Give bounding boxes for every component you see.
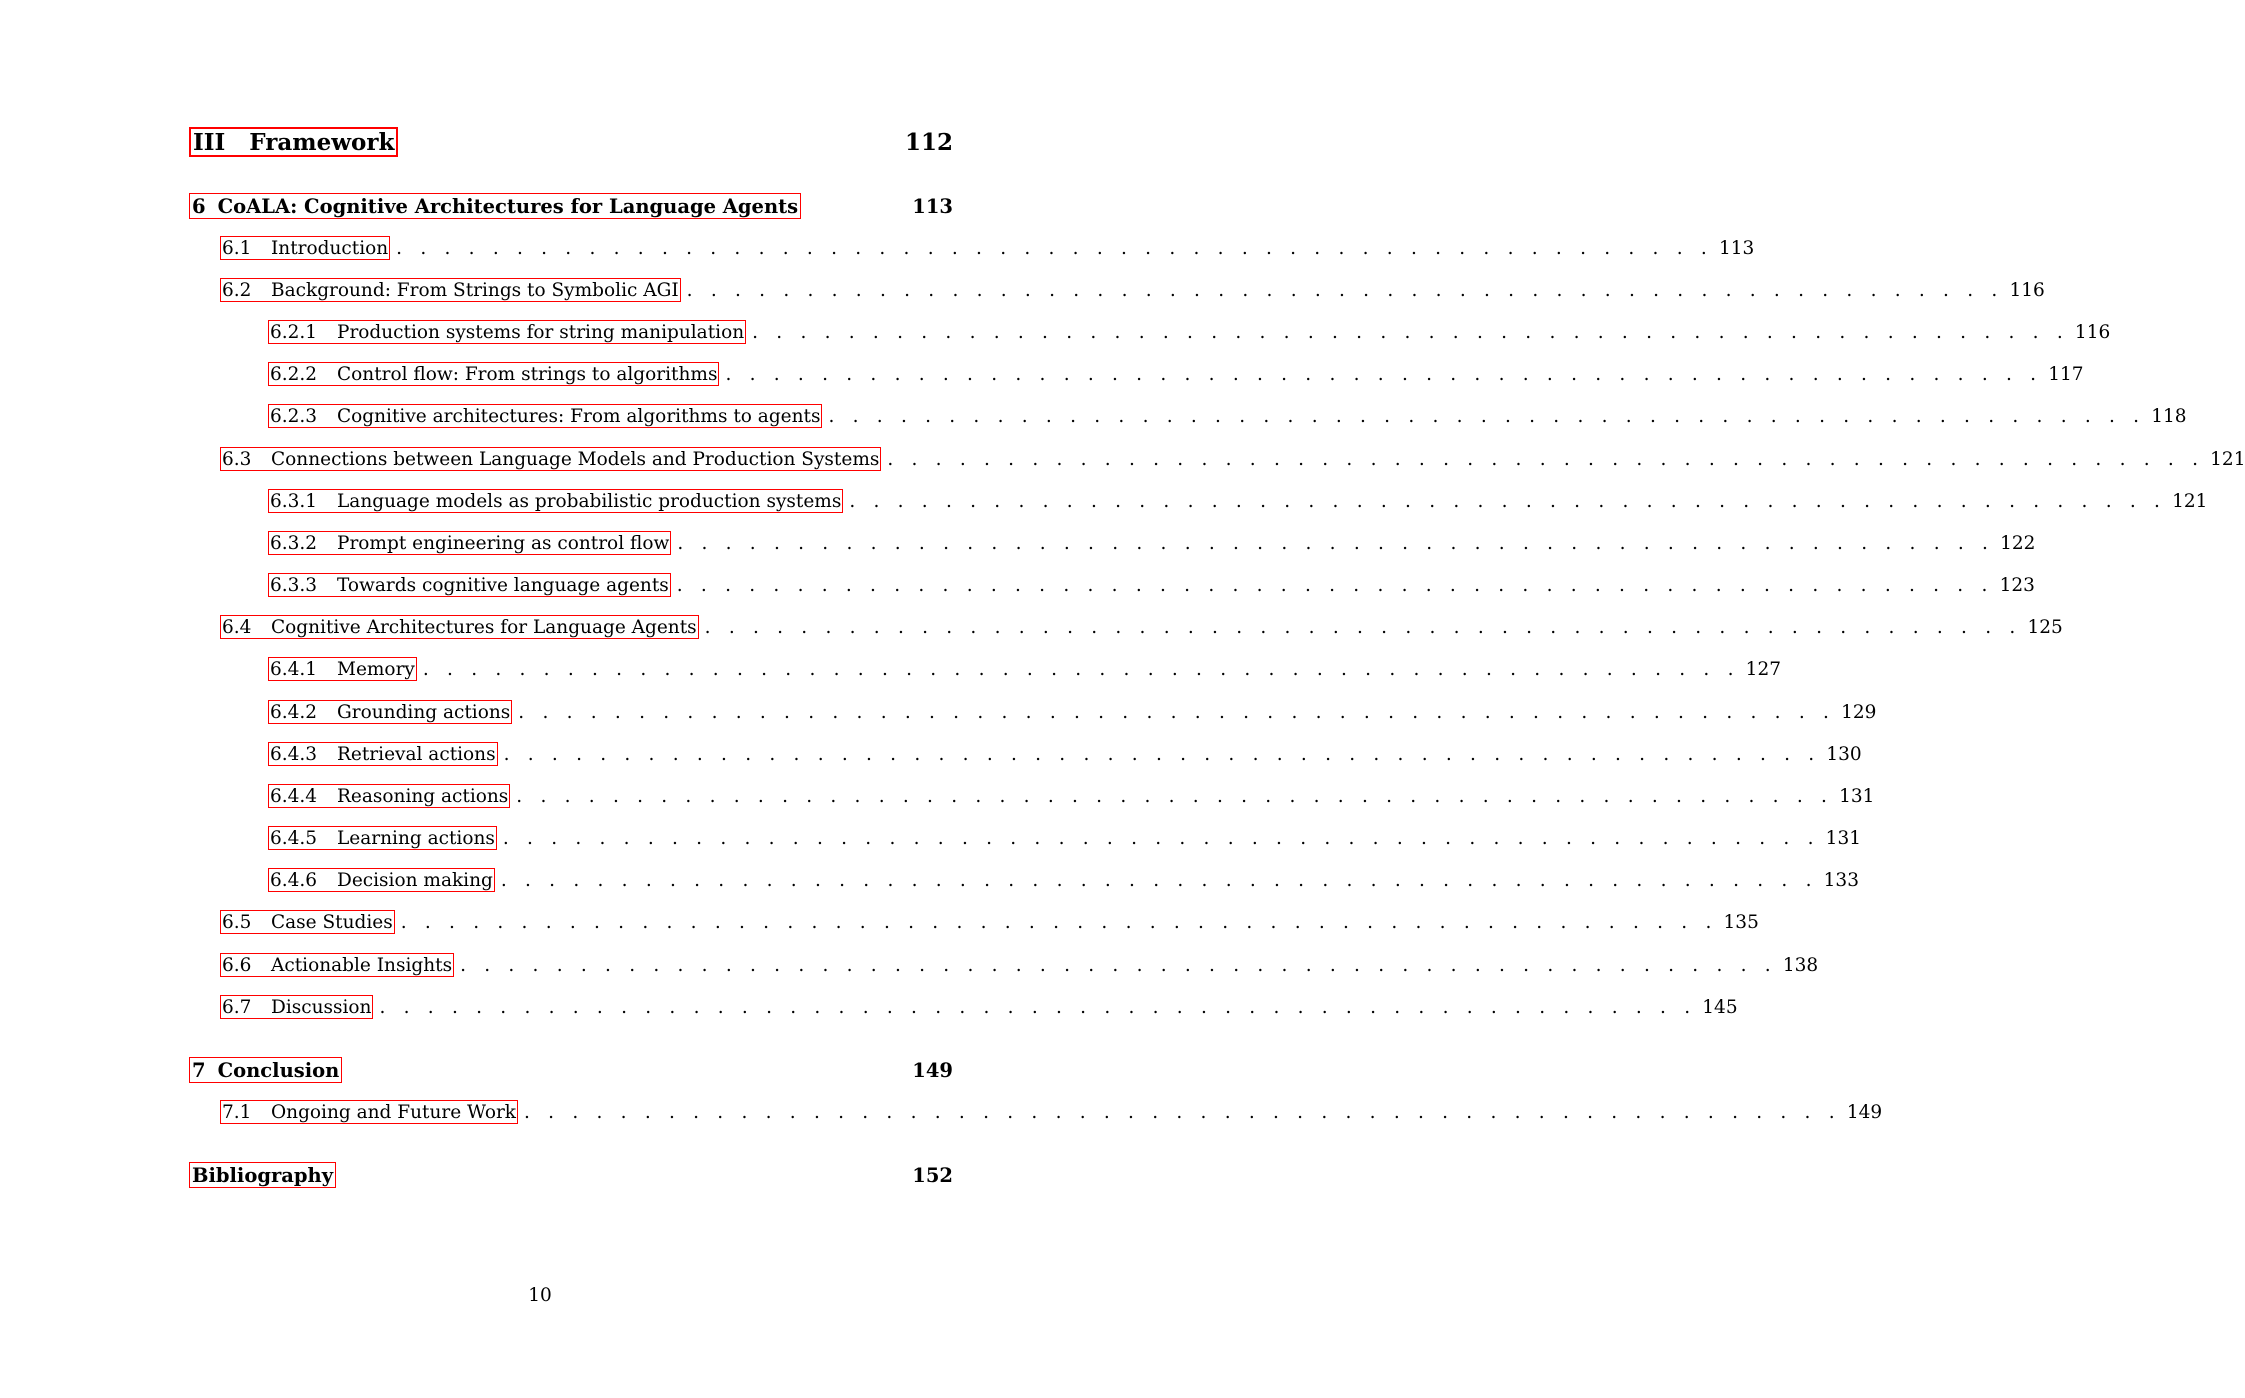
subsection-number: 6.3.2 bbox=[270, 532, 318, 554]
section-page-number: 116 bbox=[2009, 279, 2045, 301]
toc-entry-link[interactable] bbox=[268, 700, 512, 724]
chapter-page-number: 149 bbox=[912, 1058, 953, 1082]
section-number: 6.7 bbox=[222, 996, 252, 1018]
subsection-title: Learning actions bbox=[337, 827, 495, 849]
subsection-number: 6.4.2 bbox=[270, 701, 318, 723]
toc-entry[interactable] bbox=[268, 573, 2035, 597]
chapter-page-number: 113 bbox=[912, 194, 953, 218]
toc-chapter[interactable] bbox=[189, 1057, 953, 1083]
chapter-number: 6 bbox=[192, 194, 206, 218]
section-page-number: 149 bbox=[1846, 1101, 1883, 1123]
leader-dots: . . . . . . . . . . . . . . . . . . . . . . . . . . . . . . . . . . . . . . . . . . . . . . . . . . . . . . . bbox=[460, 954, 1777, 976]
subsection-number: 6.4.3 bbox=[270, 743, 318, 765]
section-title: Introduction bbox=[271, 237, 389, 259]
toc-entry[interactable] bbox=[220, 615, 2063, 639]
subsection-page-number: 117 bbox=[2048, 363, 2084, 385]
subsection-title: Memory bbox=[337, 658, 415, 680]
toc-entry[interactable] bbox=[220, 995, 1738, 1019]
subsection-page-number: 122 bbox=[2000, 532, 2036, 554]
part-page-number: 112 bbox=[904, 128, 953, 156]
subsection-page-number: 131 bbox=[1839, 785, 1875, 807]
toc-entry[interactable] bbox=[220, 910, 1759, 934]
toc-entry[interactable] bbox=[268, 868, 1859, 892]
leader-dots: . . . . . . . . . . . . . . . . . . . . . . . . . . . . . . . . . . . . . . . . . . . . . . . . . . . . . . . bbox=[396, 237, 1713, 259]
toc-entry-link[interactable] bbox=[268, 826, 497, 850]
section-title: Background: From Strings to Symbolic AGI bbox=[271, 279, 679, 301]
toc-entry[interactable] bbox=[268, 362, 2084, 386]
subsection-title: Cognitive architectures: From algorithms to agents bbox=[337, 405, 821, 427]
subsection-title: Control flow: From strings to algorithms bbox=[337, 363, 718, 385]
subsection-title: Decision making bbox=[337, 869, 493, 891]
leader-dots: . . . . . . . . . . . . . . . . . . . . . . . . . . . . . . . . . . . . . . . . . . . . . . . . . . . . . . . bbox=[676, 574, 1994, 596]
toc-part-heading[interactable] bbox=[189, 126, 953, 158]
toc-entry[interactable] bbox=[268, 700, 1877, 724]
subsection-number: 6.4.4 bbox=[270, 785, 318, 807]
subsection-number: 6.2.2 bbox=[270, 363, 318, 385]
section-title: Cognitive Architectures for Language Agents bbox=[271, 616, 697, 638]
subsection-page-number: 118 bbox=[2151, 405, 2187, 427]
part-link[interactable] bbox=[189, 127, 398, 157]
subsection-number: 6.3.1 bbox=[270, 490, 318, 512]
leader-dots: . . . . . . . . . . . . . . . . . . . . . . . . . . . . . . . . . . . . . . . . . . . . . . . . . . . . . . . bbox=[752, 321, 2069, 343]
toc-entry-link[interactable] bbox=[268, 657, 417, 681]
toc-entry-link[interactable] bbox=[220, 995, 373, 1019]
bibliography-title: Bibliography bbox=[192, 1163, 334, 1187]
toc-entry-link[interactable] bbox=[268, 784, 510, 808]
toc-entry-link[interactable] bbox=[220, 1100, 518, 1124]
toc-entry-link[interactable] bbox=[220, 236, 390, 260]
chapter-title: Conclusion bbox=[217, 1058, 340, 1082]
chapter-title: CoALA: Cognitive Architectures for Language Agents bbox=[217, 194, 799, 218]
toc-entry[interactable] bbox=[220, 278, 2045, 302]
toc-entry-link[interactable] bbox=[220, 910, 395, 934]
toc-entry-link[interactable] bbox=[268, 742, 498, 766]
toc-entry[interactable] bbox=[268, 531, 2036, 555]
part-number: III bbox=[193, 128, 226, 156]
leader-dots: . . . . . . . . . . . . . . . . . . . . . . . . . . . . . . . . . . . . . . . . . . . . . . . . . . . . . . . bbox=[686, 279, 2004, 301]
toc-entry[interactable] bbox=[268, 404, 2187, 428]
subsection-number: 6.3.3 bbox=[270, 574, 318, 596]
subsection-title: Prompt engineering as control flow bbox=[337, 532, 670, 554]
section-title: Discussion bbox=[271, 996, 372, 1018]
toc-entry-link[interactable] bbox=[268, 868, 495, 892]
bibliography-link[interactable] bbox=[189, 1162, 336, 1188]
leader-dots: . . . . . . . . . . . . . . . . . . . . . . . . . . . . . . . . . . . . . . . . . . . . . . . . . . . . . . . bbox=[379, 996, 1697, 1018]
leader-dots: . . . . . . . . . . . . . . . . . . . . . . . . . . . . . . . . . . . . . . . . . . . . . . . . . . . . . . . bbox=[500, 869, 1818, 891]
leader-dots: . . . . . . . . . . . . . . . . . . . . . . . . . . . . . . . . . . . . . . . . . . . . . . . . . . . . . . . bbox=[502, 827, 1820, 849]
section-title: Actionable Insights bbox=[271, 954, 453, 976]
subsection-page-number: 131 bbox=[1825, 827, 1861, 849]
section-number: 6.5 bbox=[222, 911, 252, 933]
section-title: Ongoing and Future Work bbox=[271, 1101, 517, 1123]
subsection-page-number: 133 bbox=[1823, 869, 1859, 891]
toc-entry-link[interactable] bbox=[220, 447, 881, 471]
subsection-number: 6.4.6 bbox=[270, 869, 318, 891]
section-number: 6.3 bbox=[222, 448, 252, 470]
toc-entry-link[interactable] bbox=[268, 404, 822, 428]
leader-dots: . . . . . . . . . . . . . . . . . . . . . . . . . . . . . . . . . . . . . . . . . . . . . . . . . . . . . . . bbox=[518, 701, 1836, 723]
section-title: Case Studies bbox=[271, 911, 393, 933]
subsection-page-number: 130 bbox=[1826, 743, 1862, 765]
chapter-link[interactable] bbox=[189, 193, 801, 219]
subsection-title: Production systems for string manipulation bbox=[337, 321, 745, 343]
leader-dots: . . . . . . . . . . . . . . . . . . . . . . . . . . . . . . . . . . . . . . . . . . . . . . . . . . . . . . . bbox=[422, 658, 1740, 680]
leader-dots: . . . . . . . . . . . . . . . . . . . . . . . . . . . . . . . . . . . . . . . . . . . . . . . . . . . . . . . bbox=[828, 405, 2146, 427]
subsection-page-number: 116 bbox=[2074, 321, 2111, 343]
toc-entry[interactable] bbox=[268, 826, 1861, 850]
toc-entry-link[interactable] bbox=[268, 531, 671, 555]
subsection-number: 6.2.3 bbox=[270, 405, 318, 427]
toc-entry[interactable] bbox=[220, 447, 2245, 471]
toc-entry-link[interactable] bbox=[220, 953, 454, 977]
subsection-page-number: 129 bbox=[1841, 701, 1877, 723]
toc-entry[interactable] bbox=[268, 742, 1862, 766]
section-number: 6.4 bbox=[222, 616, 252, 638]
subsection-page-number: 123 bbox=[1999, 574, 2035, 596]
leader-dots: . . . . . . . . . . . . . . . . . . . . . . . . . . . . . . . . . . . . . . . . . . . . . . . . . . . . . . . bbox=[725, 363, 2043, 385]
section-number: 6.1 bbox=[222, 237, 252, 259]
subsection-title: Towards cognitive language agents bbox=[337, 574, 669, 596]
toc-entry-link[interactable] bbox=[220, 615, 699, 639]
toc-entry-link[interactable] bbox=[268, 362, 719, 386]
subsection-title: Retrieval actions bbox=[337, 743, 496, 765]
toc-entry[interactable] bbox=[220, 236, 1755, 260]
leader-dots: . . . . . . . . . . . . . . . . . . . . . . . . . . . . . . . . . . . . . . . . . . . . . . . . . . . . . . . bbox=[516, 785, 1834, 807]
subsection-number: 6.4.5 bbox=[270, 827, 318, 849]
subsection-page-number: 127 bbox=[1745, 658, 1781, 680]
section-page-number: 145 bbox=[1702, 996, 1738, 1018]
toc-entry[interactable] bbox=[268, 784, 1875, 808]
toc-entry[interactable] bbox=[220, 1100, 1883, 1124]
chapter-number: 7 bbox=[192, 1058, 206, 1082]
toc-entry[interactable] bbox=[220, 953, 1819, 977]
section-number: 6.6 bbox=[222, 954, 252, 976]
toc-entry[interactable] bbox=[268, 489, 2208, 513]
toc-chapter[interactable] bbox=[189, 193, 953, 219]
page-footer-number: 10 bbox=[528, 1285, 552, 1306]
toc-entry-link[interactable] bbox=[220, 278, 681, 302]
subsection-title: Language models as probabilistic production systems bbox=[337, 490, 842, 512]
chapter-link[interactable] bbox=[189, 1057, 342, 1083]
bibliography-page-number: 152 bbox=[912, 1163, 953, 1187]
leader-dots: . . . . . . . . . . . . . . . . . . . . . . . . . . . . . . . . . . . . . . . . . . . . . . . . . . . . . . . bbox=[887, 448, 2205, 470]
toc-bibliography[interactable] bbox=[189, 1162, 953, 1188]
toc-entry[interactable] bbox=[268, 657, 1781, 681]
section-page-number: 138 bbox=[1782, 954, 1819, 976]
leader-dots: . . . . . . . . . . . . . . . . . . . . . . . . . . . . . . . . . . . . . . . . . . . . . . . . . . . . . . . bbox=[677, 532, 1995, 554]
subsection-number: 6.4.1 bbox=[270, 658, 318, 680]
subsection-page-number: 121 bbox=[2172, 490, 2208, 512]
leader-dots: . . . . . . . . . . . . . . . . . . . . . . . . . . . . . . . . . . . . . . . . . . . . . . . . . . . . . . . bbox=[524, 1101, 1841, 1123]
subsection-title: Reasoning actions bbox=[337, 785, 509, 807]
section-page-number: 125 bbox=[2027, 616, 2063, 638]
toc-entry[interactable] bbox=[268, 320, 2111, 344]
section-number: 6.2 bbox=[222, 279, 252, 301]
leader-dots: . . . . . . . . . . . . . . . . . . . . . . . . . . . . . . . . . . . . . . . . . . . . . . . . . . . . . . . bbox=[400, 911, 1718, 933]
subsection-number: 6.2.1 bbox=[270, 321, 318, 343]
leader-dots: . . . . . . . . . . . . . . . . . . . . . . . . . . . . . . . . . . . . . . . . . . . . . . . . . . . . . . . bbox=[849, 490, 2167, 512]
section-page-number: 113 bbox=[1718, 237, 1755, 259]
part-title: Framework bbox=[249, 128, 395, 156]
toc-entry-link[interactable] bbox=[268, 320, 746, 344]
subsection-title: Grounding actions bbox=[337, 701, 511, 723]
toc-entry-link[interactable] bbox=[268, 573, 671, 597]
leader-dots: . . . . . . . . . . . . . . . . . . . . . . . . . . . . . . . . . . . . . . . . . . . . . . . . . . . . . . . bbox=[704, 616, 2022, 638]
section-page-number: 121 bbox=[2210, 448, 2245, 470]
toc-entry-link[interactable] bbox=[268, 489, 843, 513]
section-page-number: 135 bbox=[1723, 911, 1759, 933]
section-number: 7.1 bbox=[222, 1101, 252, 1123]
section-title: Connections between Language Models and Production Systems bbox=[271, 448, 880, 470]
leader-dots: . . . . . . . . . . . . . . . . . . . . . . . . . . . . . . . . . . . . . . . . . . . . . . . . . . . . . . . bbox=[503, 743, 1821, 765]
